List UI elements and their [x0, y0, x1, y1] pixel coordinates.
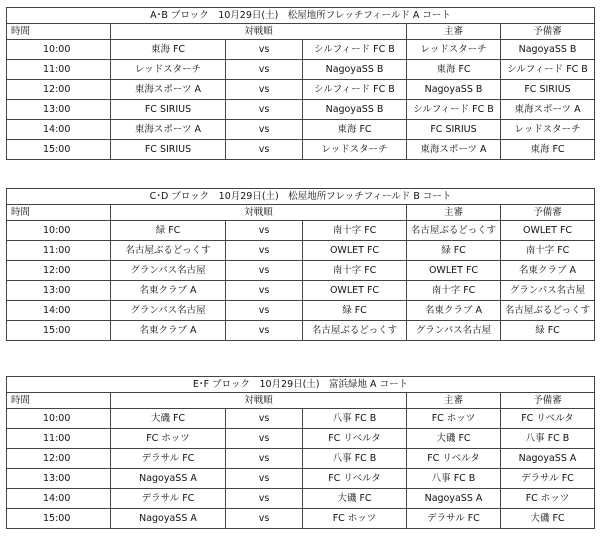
schedule-table	[6, 7, 595, 160]
referee-cell: 南十字 FC	[407, 281, 501, 301]
home-team-cell: デラサル FC	[111, 449, 226, 469]
referee-cell: 大磯 FC	[407, 429, 501, 449]
reserve-cell: デラサル FC	[501, 469, 595, 489]
home-team-cell: 名東クラブ A	[111, 321, 226, 341]
home-team-cell: デラサル FC	[111, 489, 226, 509]
home-team-cell: レッドスターチ	[111, 60, 226, 80]
away-team-cell: OWLET FC	[303, 281, 407, 301]
table-row	[7, 449, 595, 469]
time-cell: 10:00	[7, 409, 111, 429]
referee-header: 主審	[407, 393, 501, 409]
table-row	[7, 221, 595, 241]
away-team-cell: 南十字 FC	[303, 221, 407, 241]
home-team-cell: グランパス名古屋	[111, 261, 226, 281]
referee-cell: グランパス名古屋	[407, 321, 501, 341]
schedule-block-ab	[6, 7, 594, 160]
vs-cell: vs	[226, 281, 303, 301]
home-team-cell: 緑 FC	[111, 221, 226, 241]
table-row	[7, 409, 595, 429]
match-header: 対戦順	[111, 205, 407, 221]
reserve-cell: 緑 FC	[501, 321, 595, 341]
referee-cell: NagoyaSS B	[407, 80, 501, 100]
away-team-cell: FC ホッツ	[303, 509, 407, 529]
away-team-cell: 八事 FC B	[303, 409, 407, 429]
reserve-cell: 南十字 FC	[501, 241, 595, 261]
vs-cell: vs	[226, 80, 303, 100]
away-team-cell: レッドスターチ	[303, 140, 407, 160]
time-header: 時間	[7, 393, 111, 409]
block-title: E･F ブロック 10月29日(土) 富浜緑地 A コート	[7, 377, 595, 393]
home-team-cell: NagoyaSS A	[111, 509, 226, 529]
reserve-cell: グランパス名古屋	[501, 281, 595, 301]
table-row	[7, 429, 595, 449]
reserve-cell: 名古屋ぶるどっくす	[501, 301, 595, 321]
reserve-cell: FC ホッツ	[501, 489, 595, 509]
away-team-cell: 大磯 FC	[303, 489, 407, 509]
reserve-cell: NagoyaSS A	[501, 449, 595, 469]
vs-cell: vs	[226, 429, 303, 449]
time-header: 時間	[7, 205, 111, 221]
away-team-cell: シルフィード FC B	[303, 40, 407, 60]
time-cell: 11:00	[7, 429, 111, 449]
time-cell: 10:00	[7, 221, 111, 241]
time-cell: 13:00	[7, 281, 111, 301]
vs-cell: vs	[226, 449, 303, 469]
home-team-cell: 東海スポーツ A	[111, 80, 226, 100]
vs-cell: vs	[226, 469, 303, 489]
home-team-cell: 名東クラブ A	[111, 281, 226, 301]
vs-cell: vs	[226, 40, 303, 60]
reserve-header: 予備審	[501, 205, 595, 221]
home-team-cell: 大磯 FC	[111, 409, 226, 429]
referee-header: 主審	[407, 205, 501, 221]
table-row	[7, 469, 595, 489]
referee-cell: レッドスターチ	[407, 40, 501, 60]
referee-cell: OWLET FC	[407, 261, 501, 281]
table-row	[7, 261, 595, 281]
reserve-cell: NagoyaSS B	[501, 40, 595, 60]
reserve-cell: シルフィード FC B	[501, 60, 595, 80]
referee-cell: NagoyaSS A	[407, 489, 501, 509]
time-cell: 11:00	[7, 60, 111, 80]
reserve-cell: OWLET FC	[501, 221, 595, 241]
block-title: A･B ブロック 10月29日(土) 松屋地所フレッチフィールド A コート	[7, 8, 595, 24]
schedule-table	[6, 376, 595, 529]
reserve-cell: 東海 FC	[501, 140, 595, 160]
referee-cell: 名古屋ぶるどっくす	[407, 221, 501, 241]
referee-cell: 緑 FC	[407, 241, 501, 261]
away-team-cell: 緑 FC	[303, 301, 407, 321]
home-team-cell: FC SIRIUS	[111, 140, 226, 160]
time-cell: 14:00	[7, 489, 111, 509]
vs-cell: vs	[226, 509, 303, 529]
home-team-cell: 東海スポーツ A	[111, 120, 226, 140]
vs-cell: vs	[226, 120, 303, 140]
time-cell: 15:00	[7, 140, 111, 160]
block-title: C･D ブロック 10月29日(土) 松屋地所フレッチフィールド B コート	[7, 189, 595, 205]
time-cell: 12:00	[7, 261, 111, 281]
schedule-table	[6, 188, 595, 341]
home-team-cell: NagoyaSS A	[111, 469, 226, 489]
reserve-cell: FC SIRIUS	[501, 80, 595, 100]
reserve-cell: FC リベルタ	[501, 409, 595, 429]
table-row	[7, 60, 595, 80]
vs-cell: vs	[226, 489, 303, 509]
away-team-cell: NagoyaSS B	[303, 100, 407, 120]
time-cell: 15:00	[7, 321, 111, 341]
referee-cell: デラサル FC	[407, 509, 501, 529]
reserve-header: 予備審	[501, 24, 595, 40]
time-cell: 14:00	[7, 301, 111, 321]
referee-cell: 東海スポーツ A	[407, 140, 501, 160]
table-row	[7, 40, 595, 60]
reserve-cell: 東海スポーツ A	[501, 100, 595, 120]
vs-cell: vs	[226, 140, 303, 160]
table-row	[7, 281, 595, 301]
home-team-cell: FC SIRIUS	[111, 100, 226, 120]
time-cell: 13:00	[7, 469, 111, 489]
referee-header: 主審	[407, 24, 501, 40]
vs-cell: vs	[226, 241, 303, 261]
away-team-cell: 東海 FC	[303, 120, 407, 140]
table-row	[7, 120, 595, 140]
table-row	[7, 301, 595, 321]
time-cell: 12:00	[7, 449, 111, 469]
time-cell: 12:00	[7, 80, 111, 100]
table-row	[7, 321, 595, 341]
referee-cell: FC SIRIUS	[407, 120, 501, 140]
schedule-block-ef	[6, 376, 594, 529]
table-row	[7, 489, 595, 509]
home-team-cell: 東海 FC	[111, 40, 226, 60]
vs-cell: vs	[226, 409, 303, 429]
reserve-cell: 八事 FC B	[501, 429, 595, 449]
referee-cell: 名東クラブ A	[407, 301, 501, 321]
table-row	[7, 100, 595, 120]
home-team-cell: グランパス名古屋	[111, 301, 226, 321]
vs-cell: vs	[226, 221, 303, 241]
table-row	[7, 509, 595, 529]
referee-cell: FC リベルタ	[407, 449, 501, 469]
table-row	[7, 140, 595, 160]
vs-cell: vs	[226, 100, 303, 120]
referee-cell: FC ホッツ	[407, 409, 501, 429]
time-header: 時間	[7, 24, 111, 40]
away-team-cell: 名古屋ぶるどっくす	[303, 321, 407, 341]
referee-cell: シルフィード FC B	[407, 100, 501, 120]
away-team-cell: OWLET FC	[303, 241, 407, 261]
vs-cell: vs	[226, 60, 303, 80]
table-row	[7, 80, 595, 100]
referee-cell: 東海 FC	[407, 60, 501, 80]
away-team-cell: FC リベルタ	[303, 469, 407, 489]
reserve-cell: レッドスターチ	[501, 120, 595, 140]
match-header: 対戦順	[111, 393, 407, 409]
home-team-cell: FC ホッツ	[111, 429, 226, 449]
away-team-cell: FC リベルタ	[303, 429, 407, 449]
away-team-cell: 南十字 FC	[303, 261, 407, 281]
time-cell: 11:00	[7, 241, 111, 261]
time-cell: 10:00	[7, 40, 111, 60]
reserve-header: 予備審	[501, 393, 595, 409]
away-team-cell: 八事 FC B	[303, 449, 407, 469]
time-cell: 13:00	[7, 100, 111, 120]
vs-cell: vs	[226, 321, 303, 341]
referee-cell: 八事 FC B	[407, 469, 501, 489]
vs-cell: vs	[226, 301, 303, 321]
time-cell: 14:00	[7, 120, 111, 140]
time-cell: 15:00	[7, 509, 111, 529]
away-team-cell: NagoyaSS B	[303, 60, 407, 80]
reserve-cell: 大磯 FC	[501, 509, 595, 529]
reserve-cell: 名東クラブ A	[501, 261, 595, 281]
match-header: 対戦順	[111, 24, 407, 40]
home-team-cell: 名古屋ぶるどっくす	[111, 241, 226, 261]
away-team-cell: シルフィード FC B	[303, 80, 407, 100]
table-row	[7, 241, 595, 261]
vs-cell: vs	[226, 261, 303, 281]
schedule-block-cd	[6, 188, 594, 341]
